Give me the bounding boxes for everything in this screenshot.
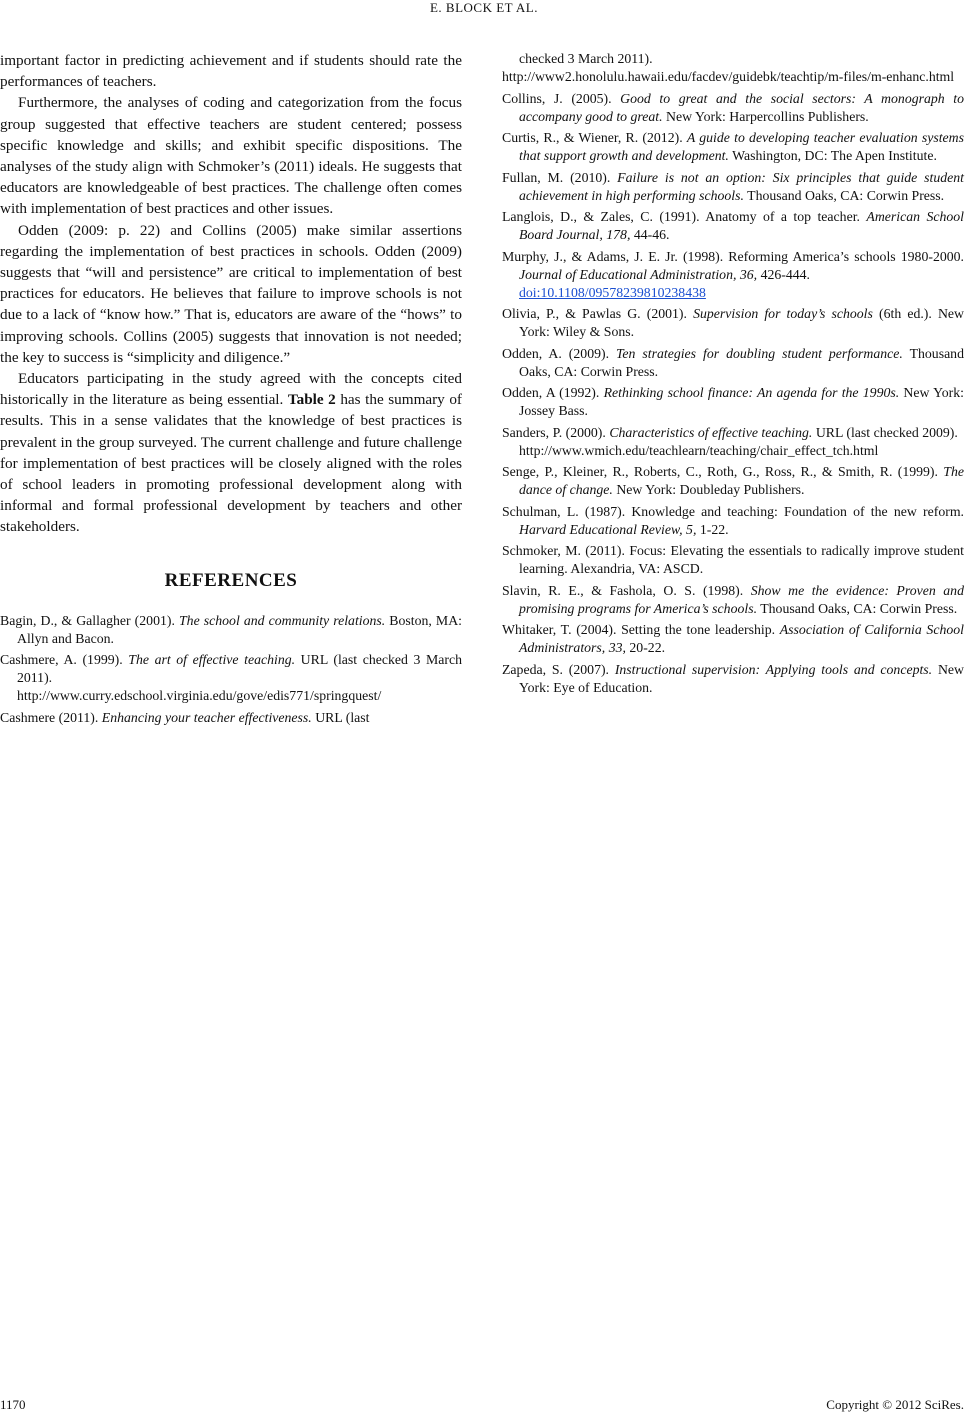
reference-item: Olivia, P., & Pawlas G. (2001). Supervision for today’s schools (6th ed.). New York: Wiley & Sons. [502, 306, 965, 339]
left-column [0, 50, 462, 730]
running-head: E. BLOCK ET AL. [429, 0, 538, 15]
table-reference[interactable]: Table 2 [287, 391, 336, 409]
reference-item: Cashmere (2011). Enhancing your teacher effectiveness. URL (last [0, 709, 370, 725]
reference-item: Collins, J. (2005). Good to great and the social sectors: A monograph to accompany good to great. New York: Harpercollins Publishers. [502, 90, 965, 124]
body-paragraph: Odden (2009: p. 22) and Collins (2005) make similar assertions regarding the implementation of best practices in schools. Odden (2009) suggests that “will and persistence” are critical to implementation of best practices for educators. He believes that failure to improve schools is not due to a lack of “know how.” That is, educators are aware of the “hows” to improving schools. Collins (2005) suggests that innovation is not needed; the key to success is “simplicity and diligence.” [0, 221, 462, 366]
reference-item: Zapeda, S. (2007). Instructional supervision: Applying tools and concepts. New York: Eye of Education. [502, 661, 964, 695]
reference-item: Schmoker, M. (2011). Focus: Elevating the essentials to radically improve student learning. Alexandria, VA: ASCD. [502, 543, 964, 576]
reference-item: Curtis, R., & Wiener, R. (2012). A guide to developing teacher evaluation systems that support growth and development. Washington, DC: The Apen Institute. [502, 130, 964, 163]
reference-url[interactable]: http://www.wmich.edu/teachlearn/teaching/chair_effect_tch.html [519, 442, 879, 458]
text-run: has the summary of results. This in a sense validates that the knowledge of best practices is prevalent in the group surveyed. The current challenge and future challenge for implementation of best practices will be closely aligned with the roles of school leaders in promoting professional development along with informal and formal professional development by teachers and other stakeholders. [0, 391, 462, 536]
text-run: Educators participating in the study agreed with the concepts cited historically in the literature as being essential. [0, 370, 462, 409]
references-heading: REFERENCES [164, 569, 298, 591]
reference-item: Odden, A. (2009). Ten strategies for doubling student performance. Thousand Oaks, CA: Corwin Press. [502, 345, 964, 379]
reference-item: Cashmere, A. (1999). The art of effective teaching. URL (last checked 3 March 2011). http://www.curry.edschool.virginia.edu/gove/edis771/springquest/ [0, 652, 462, 704]
body-paragraph: Furthermore, the analyses of coding and categorization from the focus group suggested that effective teachers are student centered; possess specific knowledge and skills; and exhibit specific dispositions. The analyses of the study align with Schmoker’s (2011) ideals. He suggests that educators are knowledgeable of best practices. The challenge often comes with implementation of best practices and other issues. [0, 94, 462, 218]
body-paragraph [0, 368, 462, 538]
body-paragraph: important factor in predicting achievement and if students should rate the performances of teachers. [0, 52, 462, 91]
page-number: 1170 [0, 1397, 26, 1412]
copyright-notice: Copyright © 2012 SciRes. [826, 1397, 964, 1412]
reference-item: Senge, P., Kleiner, R., Roberts, C., Roth, G., Ross, R., & Smith, R. (1999). The dance of change. New York: Doubleday Publishers. [502, 464, 964, 497]
reference-item: Fullan, M. (2010). Failure is not an option: Six principles that guide student achievement in high performing schools. Thousand Oaks, CA: Corwin Press. [502, 169, 964, 203]
reference-url[interactable]: http://www.curry.edschool.virginia.edu/gove/edis771/springquest/ [17, 688, 382, 704]
reference-item: Murphy, J., & Adams, J. E. Jr. (1998). Reforming America’s schools 1980-2000. Journal of Educational Administration, 36, 426-444. doi:10.1108/09578239810238438 [502, 248, 964, 300]
reference-item: Whitaker, T. (2004). Setting the tone leadership. Association of California School Administrators, 33, 20-22. [502, 622, 964, 655]
reference-item-continued: checked 3 March 2011). http://www2.honolulu.hawaii.edu/facdev/guidebk/teachtip/m-files/m-enhanc.html [502, 50, 964, 86]
reference-item: Langlois, D., & Zales, C. (1991). Anatomy of a top teacher. American School Board Journal, 178, 44-46. [502, 209, 964, 242]
right-column [502, 50, 964, 700]
reference-item: Bagin, D., & Gallagher (2001). The school and community relations. Boston, MA: Allyn and Bacon. [0, 612, 462, 646]
reference-item: Odden, A (1992). Rethinking school finance: An agenda for the 1990s. New York: Jossey Bass. [502, 385, 964, 418]
reference-item: Sanders, P. (2000). Characteristics of effective teaching. URL (last checked 2009). http://www.wmich.edu/teachlearn/teaching/chair_effect_tch.html [502, 424, 964, 460]
reference-item: Schulman, L. (1987). Knowledge and teaching: Foundation of the new reform. Harvard Educational Review, 5, 1-22. [502, 503, 964, 537]
reference-item: Slavin, R. E., & Fashola, O. S. (1998). Show me the evidence: Proven and promising programs for America’s schools. Thousand Oaks, CA: Corwin Press. [502, 582, 964, 616]
reference-url[interactable]: http://www2.honolulu.hawaii.edu/facdev/guidebk/teachtip/m-files/m-enhanc.html [502, 69, 955, 84]
doi-link[interactable]: doi:10.1108/09578239810238438 [519, 284, 706, 300]
